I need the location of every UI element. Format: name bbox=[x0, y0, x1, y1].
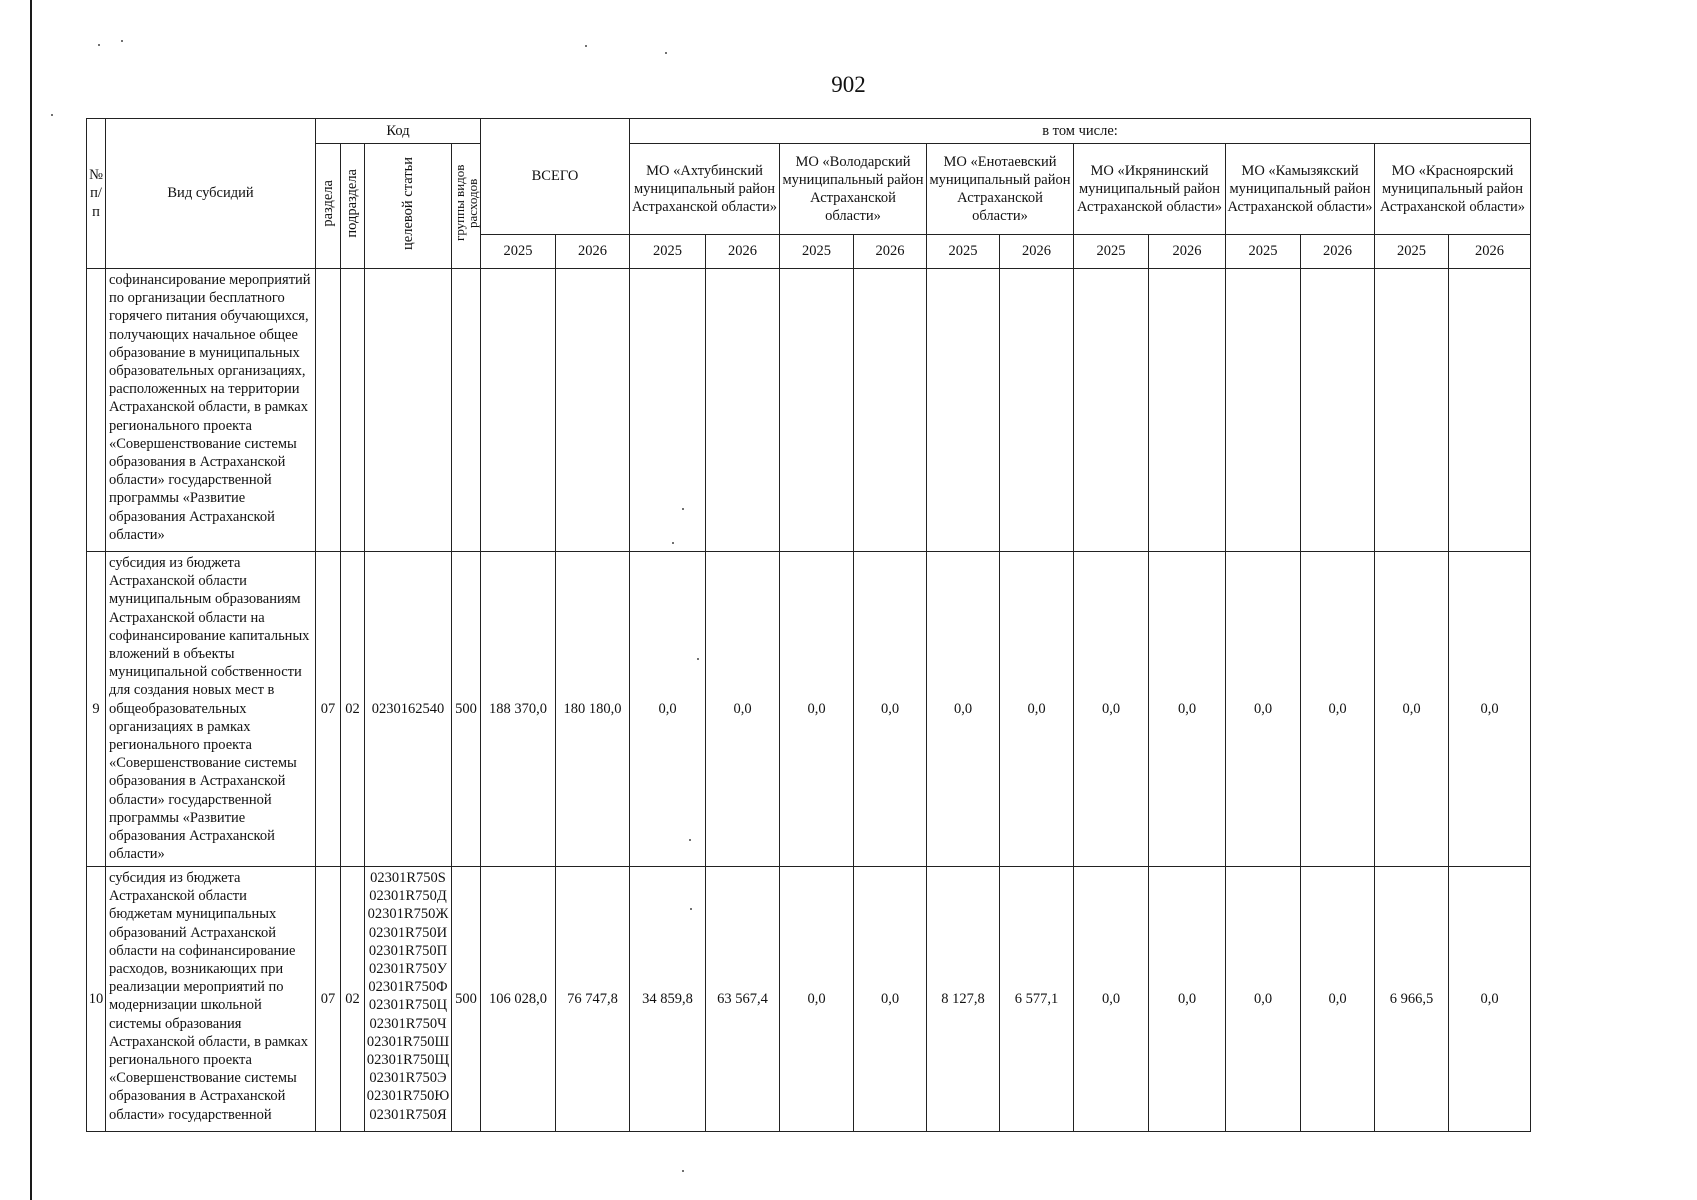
year-header: 2025 bbox=[927, 235, 1000, 269]
row-description: субсидия из бюджета Астраханской области муниципальным образованиям Астраханской области на софинансирование капитальных вложений в объекты муниципальной собственности для создания новых мест в общеобразовательных организациях в рамках регионального проекта «Совершенствование системы образования в Астраханской области» государственной программы «Развитие образования Астраханской области» bbox=[106, 552, 316, 867]
header-municipality: МО «Красноярский муниципальный район Астраханской области» bbox=[1375, 144, 1531, 235]
header-code: Код bbox=[316, 119, 481, 144]
value-cell bbox=[1375, 269, 1449, 552]
value-cell: 0,0 bbox=[1149, 552, 1226, 867]
target-code: 02301R750У bbox=[369, 961, 447, 978]
value-cell: 0,0 bbox=[780, 867, 854, 1132]
row-description: софинансирование мероприятий по организации бесплатного горячего питания обучающихся, получающих начальное общее образование в муниципальных образовательных организациях, расположенных на территории Астраханской области, в рамках регионального проекта «Совершенствование системы образования в Астраханской области» государственной программы «Развитие образования Астраханской области» bbox=[106, 269, 316, 552]
scan-speck bbox=[585, 45, 587, 47]
header-subsidy-type: Вид субсидий bbox=[106, 119, 316, 269]
target-code: 02301R750Э bbox=[369, 1070, 447, 1087]
row-total-2026: 180 180,0 bbox=[556, 552, 630, 867]
page-number: 902 bbox=[831, 72, 866, 97]
year-header: 2026 bbox=[706, 235, 780, 269]
row-subsection: 02 bbox=[341, 552, 365, 867]
header-municipality: МО «Володарский муниципальный район Астраханской области» bbox=[780, 144, 927, 235]
year-header: 2026 bbox=[1000, 235, 1074, 269]
header-total: ВСЕГО bbox=[481, 119, 630, 235]
row-target bbox=[365, 269, 452, 552]
year-header: 2025 bbox=[1074, 235, 1149, 269]
binding-line bbox=[30, 0, 32, 1200]
table-row bbox=[87, 867, 1531, 1132]
target-code: 02301R750Ж bbox=[367, 906, 449, 923]
row-num: 9 bbox=[87, 552, 106, 867]
value-cell: 0,0 bbox=[927, 552, 1000, 867]
year-header: 2026 bbox=[1149, 235, 1226, 269]
target-code: 02301R750Ш bbox=[366, 1033, 450, 1050]
value-cell bbox=[630, 269, 706, 552]
scan-speck bbox=[665, 52, 667, 54]
header-subsection: подраздела bbox=[341, 144, 365, 269]
year-header: 2025 bbox=[481, 235, 556, 269]
target-code: 02301R750Ц bbox=[368, 997, 448, 1014]
value-cell: 8 127,8 bbox=[927, 867, 1000, 1132]
year-header: 2025 bbox=[780, 235, 854, 269]
row-total-2025: 188 370,0 bbox=[481, 552, 556, 867]
row-group: 500 bbox=[452, 867, 481, 1132]
header-expense-group: группы видов расходов bbox=[452, 144, 481, 269]
value-cell: 0,0 bbox=[1226, 867, 1301, 1132]
value-cell: 0,0 bbox=[706, 552, 780, 867]
scan-speck bbox=[697, 658, 699, 660]
value-cell bbox=[854, 269, 927, 552]
row-subsection bbox=[341, 269, 365, 552]
value-cell: 0,0 bbox=[1149, 867, 1226, 1132]
target-code: 02301R750S bbox=[370, 870, 446, 886]
value-cell bbox=[780, 269, 854, 552]
row-total-2026: 76 747,8 bbox=[556, 867, 630, 1132]
year-header: 2026 bbox=[854, 235, 927, 269]
target-code: 02301R750Ю bbox=[366, 1088, 450, 1105]
header-municipality: МО «Енотаевский муниципальный район Астраханской области» bbox=[927, 144, 1074, 235]
row-subsection: 02 bbox=[341, 867, 365, 1132]
row-section bbox=[316, 269, 341, 552]
value-cell: 0,0 bbox=[1449, 552, 1531, 867]
subsidy-table bbox=[86, 118, 1531, 1132]
value-cell bbox=[1449, 269, 1531, 552]
target-code: 02301R750Щ bbox=[366, 1052, 450, 1069]
header-num: № п/п bbox=[87, 119, 106, 269]
value-cell bbox=[706, 269, 780, 552]
table-row bbox=[87, 269, 1531, 552]
header-row-1 bbox=[87, 119, 1531, 144]
scan-speck bbox=[51, 114, 53, 116]
scan-speck bbox=[682, 508, 684, 510]
value-cell: 0,0 bbox=[1375, 552, 1449, 867]
table-row bbox=[87, 552, 1531, 867]
row-num bbox=[87, 269, 106, 552]
value-cell bbox=[1301, 269, 1375, 552]
scan-speck bbox=[98, 44, 100, 46]
target-code: 02301R750И bbox=[368, 924, 448, 941]
row-target-list bbox=[365, 867, 452, 1132]
year-header: 2026 bbox=[1301, 235, 1375, 269]
scan-speck bbox=[672, 542, 674, 544]
value-cell bbox=[1226, 269, 1301, 552]
scan-speck bbox=[682, 1170, 684, 1172]
year-header: 2025 bbox=[1375, 235, 1449, 269]
row-section: 07 bbox=[316, 552, 341, 867]
value-cell: 0,0 bbox=[1301, 552, 1375, 867]
value-cell: 6 577,1 bbox=[1000, 867, 1074, 1132]
scan-speck bbox=[689, 839, 691, 841]
scan-speck bbox=[690, 908, 692, 910]
value-cell: 0,0 bbox=[1074, 552, 1149, 867]
target-code: 02301R750Ф bbox=[368, 979, 448, 996]
value-cell: 0,0 bbox=[1449, 867, 1531, 1132]
row-section: 07 bbox=[316, 867, 341, 1132]
target-code: 02301R750Я bbox=[369, 1106, 447, 1123]
row-description: субсидия из бюджета Астраханской области бюджетам муниципальных образований Астраханской области на софинансирование расходов, возникающих при реализации мероприятий по модернизации школьной системы образования Астраханской области, в рамках регионального проекта «Совершенствование системы образования в Астраханской области» государственной bbox=[106, 867, 316, 1132]
header-municipality: МО «Ахтубинский муниципальный район Астраханской области» bbox=[630, 144, 780, 235]
value-cell: 6 966,5 bbox=[1375, 867, 1449, 1132]
target-code: 02301R750Д bbox=[369, 888, 447, 905]
value-cell: 0,0 bbox=[854, 552, 927, 867]
value-cell: 63 567,4 bbox=[706, 867, 780, 1132]
value-cell: 0,0 bbox=[630, 552, 706, 867]
value-cell bbox=[1149, 269, 1226, 552]
row-num: 10 bbox=[87, 867, 106, 1132]
header-target-article: целевой статьи bbox=[365, 144, 452, 269]
value-cell: 0,0 bbox=[1226, 552, 1301, 867]
value-cell: 0,0 bbox=[854, 867, 927, 1132]
header-including: в том числе: bbox=[630, 119, 1531, 144]
value-cell: 0,0 bbox=[1301, 867, 1375, 1132]
header-municipality: МО «Икрянинский муниципальный район Астраханской области» bbox=[1074, 144, 1226, 235]
value-cell: 0,0 bbox=[1000, 552, 1074, 867]
row-total-2025: 106 028,0 bbox=[481, 867, 556, 1132]
header-section: раздела bbox=[316, 144, 341, 269]
year-header: 2025 bbox=[1226, 235, 1301, 269]
year-header: 2026 bbox=[1449, 235, 1531, 269]
row-total-2026 bbox=[556, 269, 630, 552]
value-cell bbox=[1074, 269, 1149, 552]
value-cell: 34 859,8 bbox=[630, 867, 706, 1132]
year-header: 2025 bbox=[630, 235, 706, 269]
value-cell: 0,0 bbox=[780, 552, 854, 867]
row-target: 0230162540 bbox=[365, 552, 452, 867]
target-code: 02301R750Ч bbox=[369, 1015, 447, 1032]
value-cell bbox=[927, 269, 1000, 552]
scan-speck bbox=[121, 40, 123, 42]
row-total-2025 bbox=[481, 269, 556, 552]
target-code: 02301R750П bbox=[368, 942, 448, 959]
value-cell: 0,0 bbox=[1074, 867, 1149, 1132]
row-group: 500 bbox=[452, 552, 481, 867]
row-group bbox=[452, 269, 481, 552]
year-header: 2026 bbox=[556, 235, 630, 269]
value-cell bbox=[1000, 269, 1074, 552]
header-municipality: МО «Камызякский муниципальный район Астраханской области» bbox=[1226, 144, 1375, 235]
